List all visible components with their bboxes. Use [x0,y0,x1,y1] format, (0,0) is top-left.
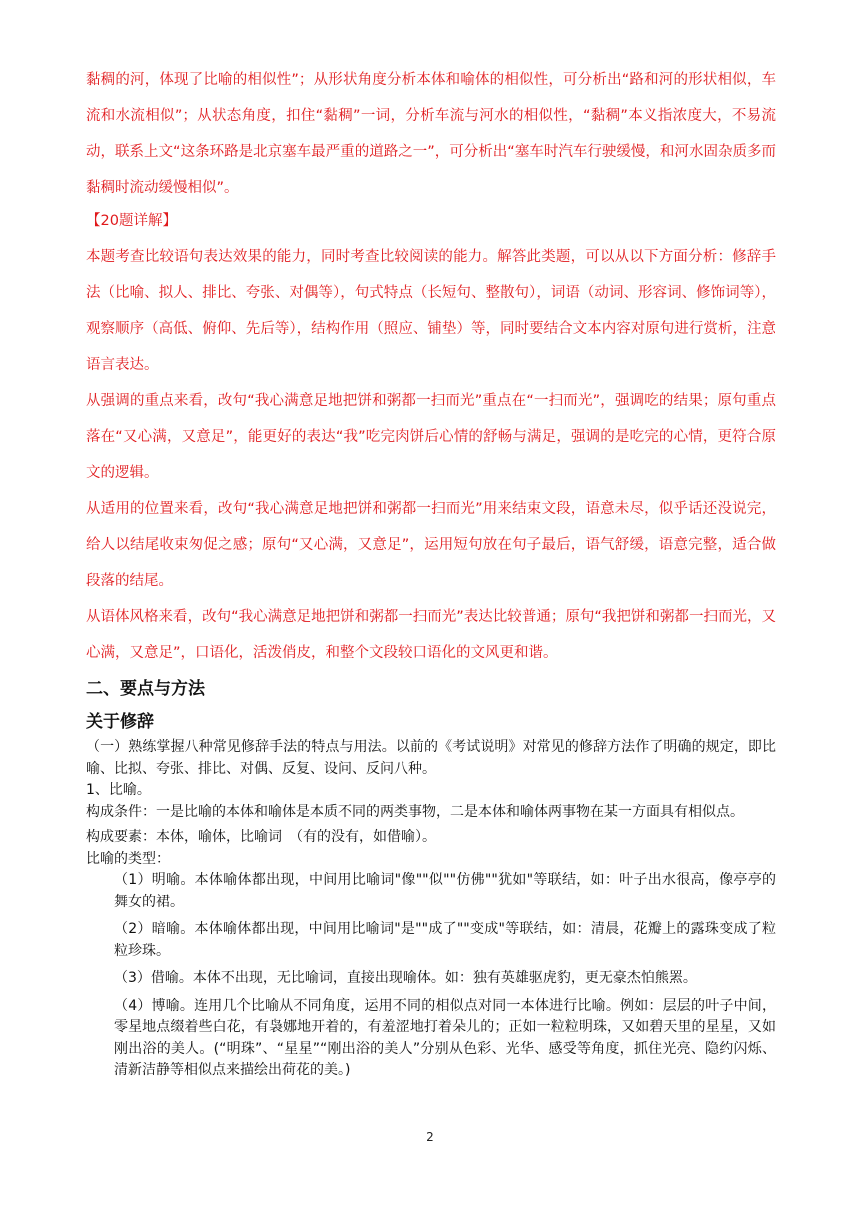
q20-heading: 【20题详解】 [86,213,177,229]
type-item-3: （3）借喻。本体不出现，无比喻词，直接出现喻体。如：独有英雄驱虎豹，更无豪杰怕熊罴。 [114,970,697,986]
answer-text: 黏稠的河，体现了比喻的相似性”；从形状角度分析本体和喻体的相似性，可分析出“路和河的形状相似，车流和水流相似”；从状态角度，扣住“黏稠”一词，分析车流与河水的相似性，“黏稠”本义指浓度大，不易流动，联系上文“这条环路是北京塞车最严重的道路之一”，可分析出“塞车时汽车行驶缓慢，和河水固杂质多而黏稠时流动缓慢相似”。 [86,72,776,196]
condition-paragraph: 构成条件：一是比喻的本体和喻体是本质不同的两类事物，二是本体和喻体两事物在某一方面具有相似点。 [86,803,744,820]
type-item-1: （1）明喻。本体喻体都出现，中间用比喻词"像""似""仿佛""犹如"等联结，如：叶子出水很高，像亭亭的舞女的裙。 [114,872,776,910]
answer-paragraph-19 [86,62,776,206]
q20-paragraph-4: 从语体风格来看，改句“我心满意足地把饼和粥都一扫而光”表达比较普通；原句“我把饼和粥都一扫而光，又心满，又意足”，口语化，活泼俏皮，和整个文段较口语化的文风更和谐。 [86,609,776,661]
type-item-4: （4）博喻。连用几个比喻从不同角度，运用不同的相似点对同一本体进行比喻。例如：层层的叶子中间，零星地点缀着些白花，有袅娜地开着的，有羞涩地打着朵儿的；正如一粒粒明珠，又如碧天里的星星，又如刚出浴的美人。(“明珠”、“星星”“刚出浴的美人”分别从色彩、光华、感受等角度，抓住光亮、隐约闪烁、清新洁静等相似点来描绘出荷花的美。) [114,997,776,1078]
rhetoric-body [86,737,776,1082]
q20-paragraph-2: 从强调的重点来看，改句“我心满意足地把饼和粥都一扫而光”重点在“一扫而光”，强调吃的结果；原句重点落在“又心满，又意足”，能更好的表达“我”吃完肉饼后心情的舒畅与满足，强调的是吃完的心情，更符合原文的逻辑。 [86,393,776,481]
type-item-2: （2）暗喻。本体喻体都出现，中间用比喻词"是""成了""变成"等联结，如：清晨，花瓣上的露珠变成了粒粒珍珠。 [114,921,776,959]
subsection-title: 关于修辞 [86,712,154,732]
item-heading-simile: 1、比喻。 [86,782,151,798]
page-number: 2 [426,1130,434,1144]
section-title: 二、要点与方法 [86,679,205,699]
q20-paragraph-1: 本题考查比较语句表达效果的能力，同时考查比较阅读的能力。解答此类题，可以从以下方面分析：修辞手法（比喻、拟人、排比、夸张、对偶等），句式特点（长短句、整散句），词语（动词、形容词、修饰词等），观察顺序（高低、俯仰、先后等），结构作用（照应、铺垫）等，同时要结合文本内容对原句进行赏析，注意语言表达。 [86,249,776,373]
types-label: 比喻的类型： [86,850,170,867]
answer-section-20 [86,203,776,671]
intro-paragraph: （一）熟练掌握八种常见修辞手法的特点与用法。以前的《考试说明》对常见的修辞方法作了明确的规定，即比喻、比拟、夸张、排比、对偶、反复、设问、反问八种。 [86,739,776,777]
elements-paragraph: 构成要素：本体，喻体，比喻词 （有的没有，如借喻）。 [86,829,436,845]
q20-paragraph-3: 从适用的位置来看，改句“我心满意足地把饼和粥都一扫而光”用来结束文段，语意未尽，似乎话还没说完，给人以结尾收束匆促之感；原句“又心满，又意足”，运用短句放在句子最后，语气舒缓，语意完整，适合做段落的结尾。 [86,501,776,589]
